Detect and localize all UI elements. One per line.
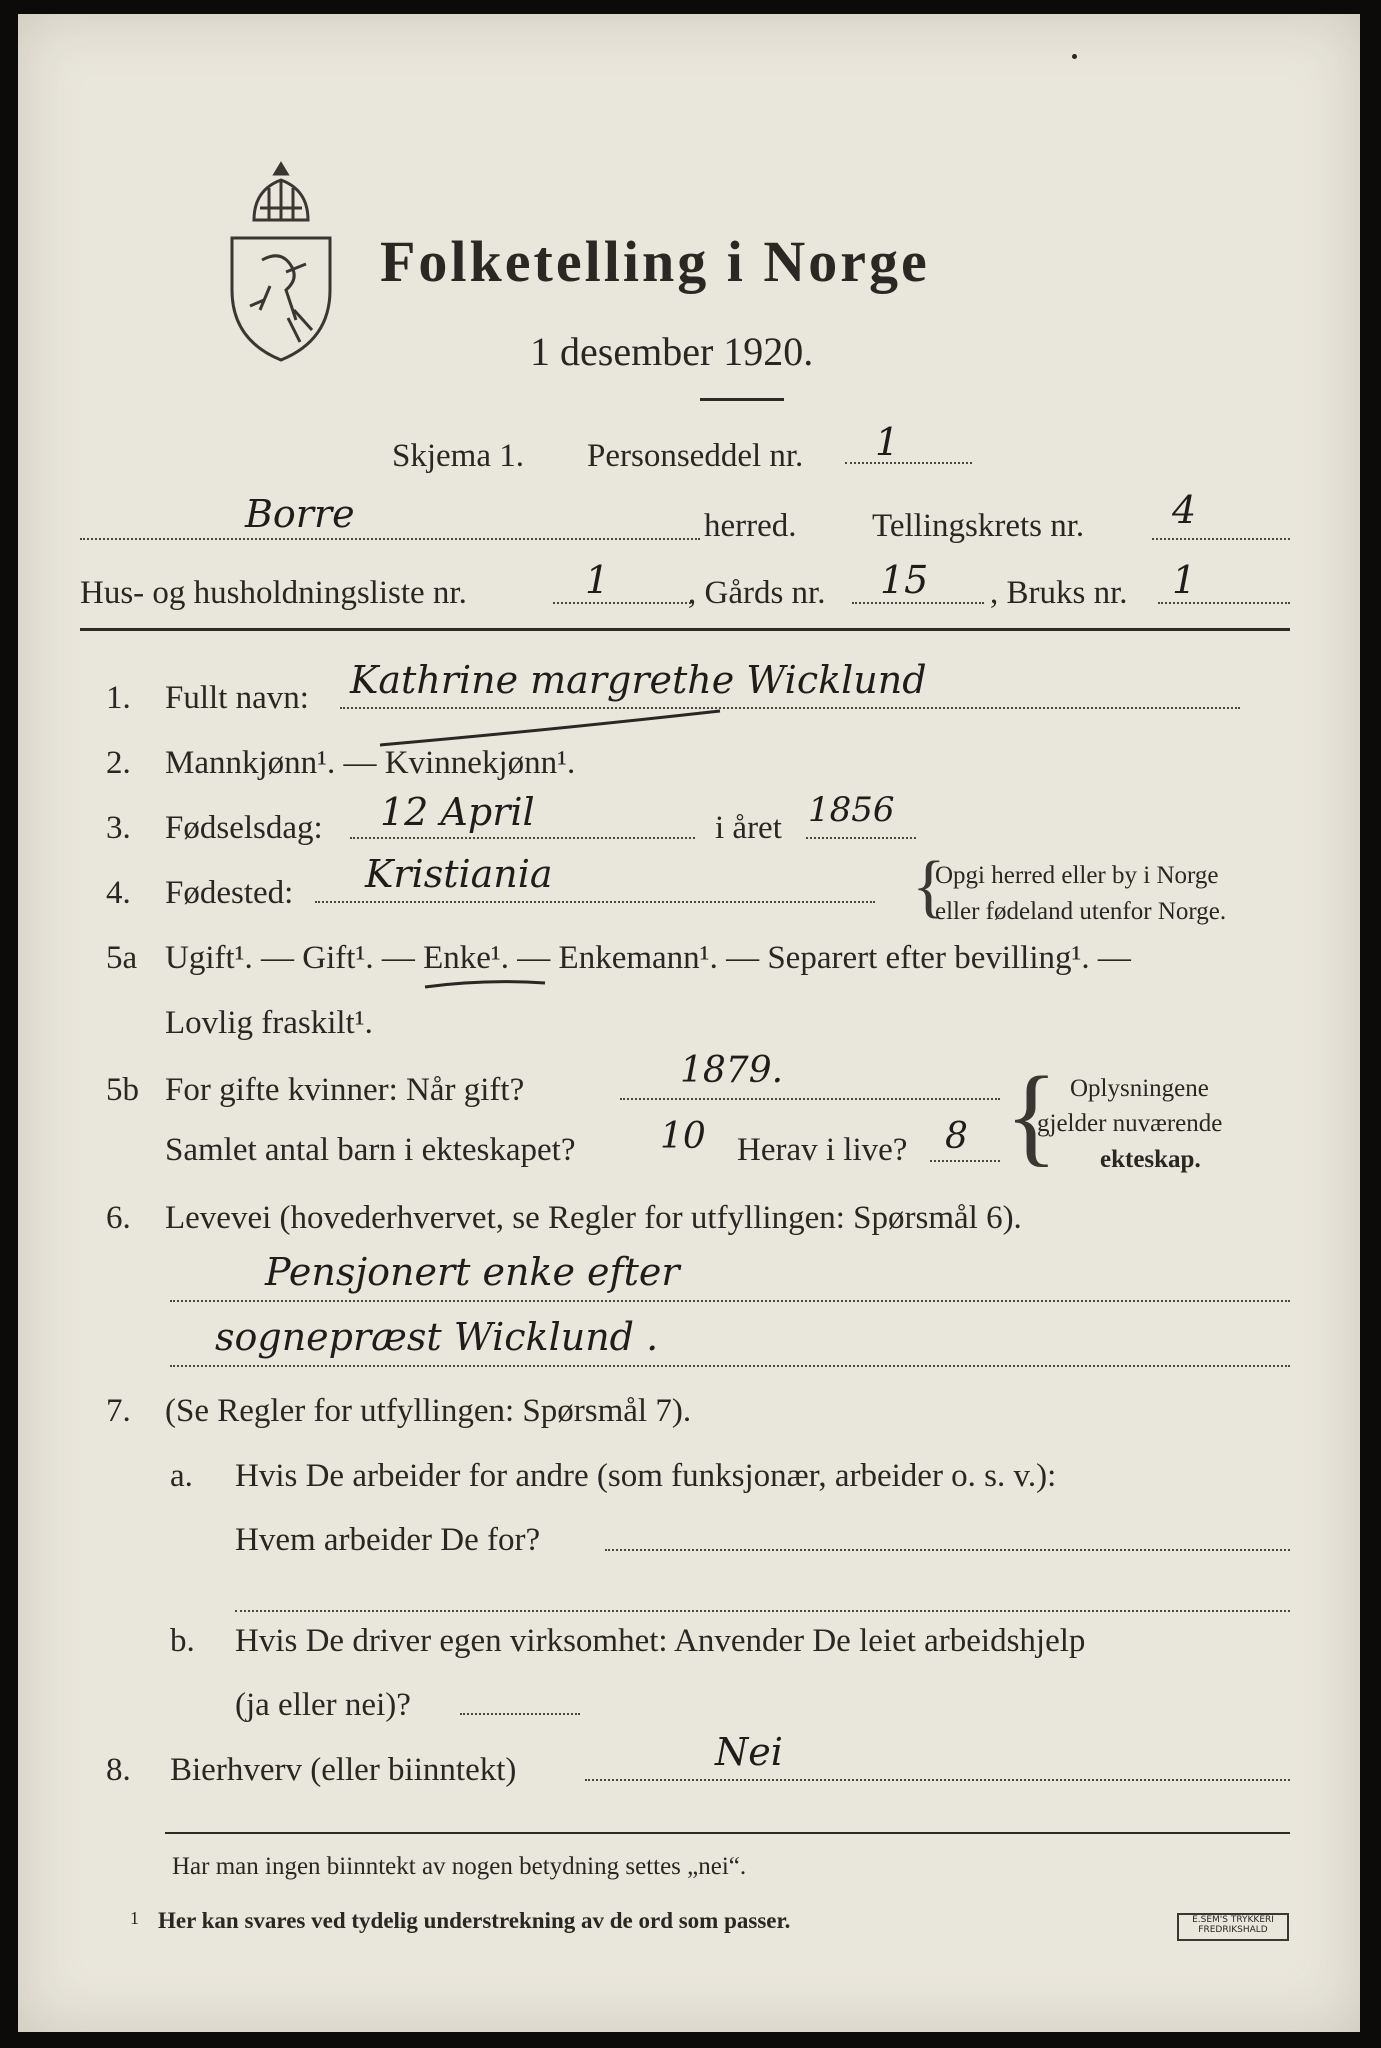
- birthday-value: 12 April: [380, 790, 535, 834]
- schema-label: Skjema 1.: [392, 438, 524, 474]
- married-year-value: 1879.: [680, 1050, 784, 1091]
- bruks-label: , Bruks nr.: [990, 575, 1128, 611]
- occupation-value-line1: Pensjonert enke efter: [265, 1250, 680, 1294]
- q4-number: 4.: [106, 875, 131, 911]
- q4-note-line2: eller fødeland utenfor Norge.: [935, 898, 1227, 925]
- q3-number: 3.: [106, 810, 131, 846]
- form-title: Folketelling i Norge: [380, 229, 930, 294]
- q7b-label: Hvis De driver egen virksomhet: Anvender De leiet arbeidshjelp: [235, 1623, 1086, 1659]
- year-label: i året: [715, 810, 782, 846]
- q5a-number: 5a: [106, 940, 138, 976]
- q5b-note-line3: ekteskap.: [1100, 1146, 1201, 1173]
- census-date: 1 desember 1920.: [530, 329, 814, 374]
- printer-stamp: E.SEM'S TRYKKERI FREDRIKSHALD: [1177, 1913, 1289, 1941]
- children-total-label: Samlet antal barn i ekteskapet?: [165, 1132, 576, 1168]
- footnote-marker: 1: [130, 1908, 139, 1928]
- q3-label: Fødselsdag:: [165, 810, 323, 846]
- children-alive-label: Herav i live?: [737, 1132, 908, 1168]
- q8-label: Bierhverv (eller biinntekt): [170, 1752, 517, 1788]
- household-list-label: Hus- og husholdningsliste nr.: [80, 575, 467, 611]
- q6-number: 6.: [106, 1200, 131, 1236]
- q3-line: [350, 837, 695, 839]
- marital-status-options: Ugift¹. — Gift¹. — Enke¹. — Enkemann¹. — Separert efter bevilling¹. —: [165, 940, 1131, 976]
- tellingskrets-label: Tellingskrets nr.: [872, 508, 1085, 544]
- employer-label: Hvem arbeider De for?: [235, 1522, 541, 1558]
- household-list-value: 1: [585, 558, 610, 602]
- footer-divider: [165, 1832, 1290, 1834]
- q6-label: Levevei (hovederhvervet, se Regler for utfyllingen: Spørsmål 6).: [165, 1200, 1022, 1236]
- hired-help-label: (ja eller nei)?: [235, 1687, 411, 1723]
- q1-number: 1.: [106, 680, 131, 716]
- q8-number: 8.: [106, 1752, 131, 1788]
- gender-underline-stroke: [360, 707, 740, 751]
- q5b-note-line2: gjelder nuværende: [1037, 1110, 1223, 1137]
- birthplace-value: Kristiania: [365, 852, 553, 896]
- q7b-letter: b.: [170, 1623, 195, 1659]
- q1-label: Fullt navn:: [165, 680, 309, 716]
- header-divider: [80, 628, 1290, 631]
- q2-number: 2.: [106, 745, 131, 781]
- gards-label: , Gårds nr.: [688, 575, 826, 611]
- personseddel-label: Personseddel nr.: [587, 438, 804, 474]
- children-total-value: 10: [660, 1116, 706, 1157]
- personseddel-value: 1: [875, 420, 900, 464]
- tellingskrets-line: [1152, 538, 1290, 540]
- herred-line: [80, 538, 700, 540]
- footnote-text: Her kan svares ved tydelig understrekning av de ord som passer.: [158, 1908, 791, 1933]
- ink-speck: [1072, 54, 1077, 59]
- employer-line: [605, 1549, 1290, 1551]
- gards-value: 15: [880, 558, 929, 602]
- footer-note: Har man ingen biinntekt av nogen betydning settes „nei“.: [172, 1853, 747, 1880]
- q5b-note-line1: Oplysningene: [1070, 1075, 1209, 1102]
- married-when-line: [620, 1098, 1000, 1100]
- norway-coat-of-arms-icon: [224, 160, 338, 365]
- married-when-label: For gifte kvinner: Når gift?: [165, 1072, 525, 1108]
- herred-label: herred.: [704, 508, 797, 544]
- occupation-value-line2: sognepræst Wicklund .: [215, 1315, 659, 1359]
- birth-year-value: 1856: [808, 790, 895, 830]
- herred-value: Borre: [245, 492, 355, 536]
- bruks-value: 1: [1172, 558, 1197, 602]
- household-list-line: [553, 602, 691, 604]
- children-alive-line: [930, 1160, 1000, 1162]
- q6-line-2: [170, 1365, 1290, 1367]
- q7a-label: Hvis De arbeider for andre (som funksjonær, arbeider o. s. v.):: [235, 1458, 1057, 1494]
- q8-line: [585, 1779, 1290, 1781]
- marital-status-options-2: Lovlig fraskilt¹.: [165, 1005, 373, 1041]
- q4-brace: {: [912, 848, 946, 925]
- full-name-value: Kathrine margrethe Wicklund: [350, 658, 927, 702]
- title-divider: [700, 398, 784, 401]
- hired-help-line: [460, 1713, 580, 1715]
- q7a-letter: a.: [170, 1458, 193, 1494]
- q4-line: [315, 901, 875, 903]
- q4-label: Fødested:: [165, 875, 294, 911]
- year-line: [806, 837, 916, 839]
- q2-label: Mannkjønn¹. — Kvinnekjønn¹.: [165, 745, 576, 781]
- q4-note-line1: Opgi herred eller by i Norge: [935, 862, 1219, 889]
- enke-underline-stroke: [420, 975, 550, 995]
- employer-line-2: [235, 1610, 1290, 1612]
- bruks-line: [1158, 602, 1290, 604]
- children-alive-value: 8: [945, 1116, 968, 1157]
- q7-number: 7.: [106, 1393, 131, 1429]
- q5b-brace: {: [1005, 1054, 1058, 1176]
- secondary-income-value: Nei: [715, 1730, 783, 1774]
- gards-line: [852, 602, 984, 604]
- tellingskrets-value: 4: [1172, 488, 1197, 532]
- q7-label: (Se Regler for utfyllingen: Spørsmål 7).: [165, 1393, 692, 1429]
- q6-line-1: [170, 1300, 1290, 1302]
- personseddel-line: [845, 462, 972, 464]
- q5b-number: 5b: [106, 1072, 139, 1108]
